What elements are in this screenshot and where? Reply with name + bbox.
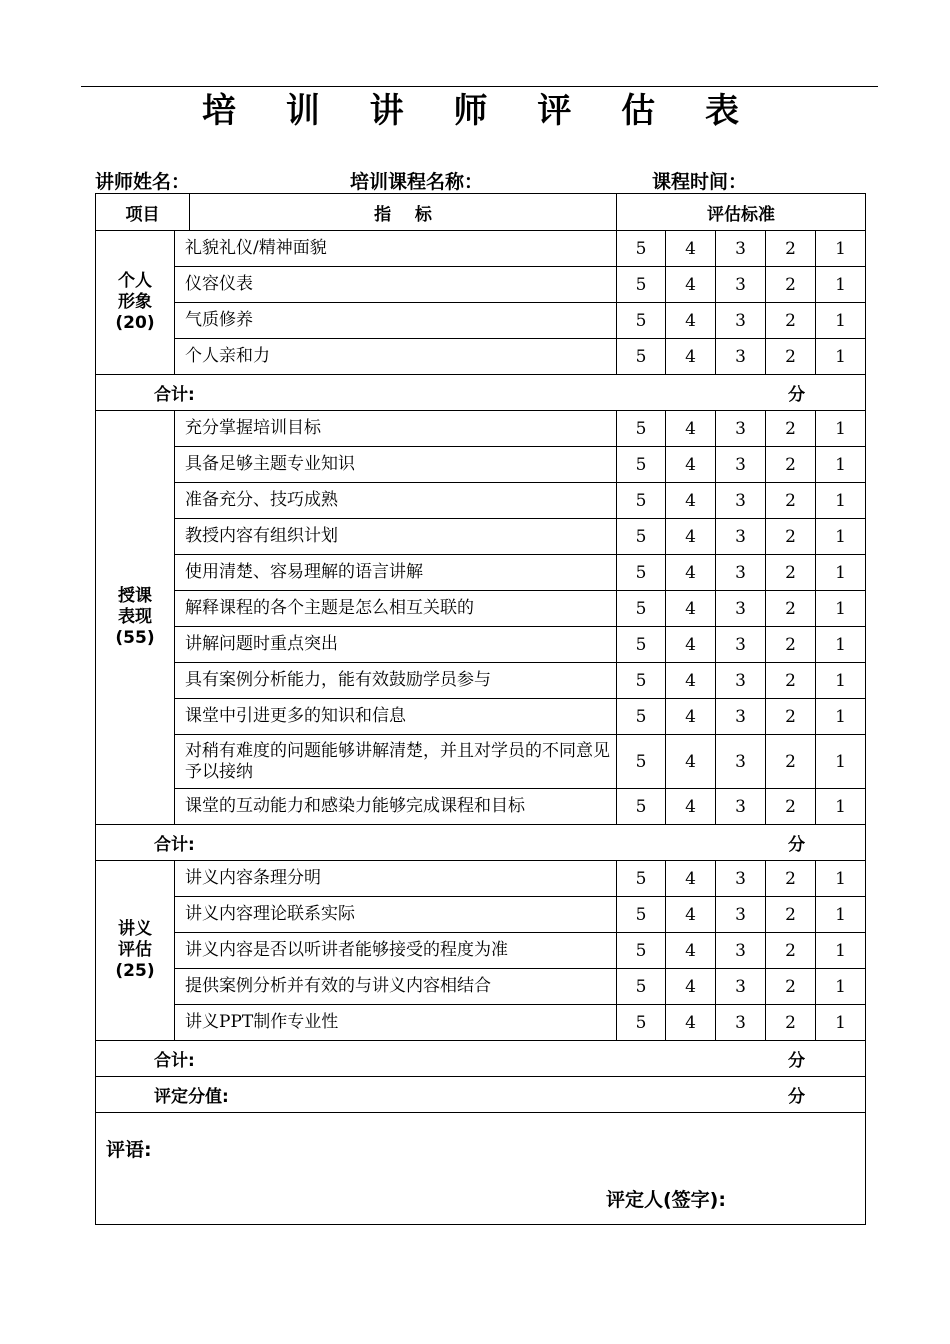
score-option[interactable]: 2 [766, 735, 816, 789]
score-option[interactable]: 2 [766, 483, 816, 519]
score-option[interactable]: 4 [666, 897, 716, 933]
score-option[interactable]: 1 [816, 591, 866, 627]
score-option[interactable]: 1 [816, 789, 866, 825]
top-rule [81, 86, 878, 87]
table-row [96, 555, 866, 591]
score-option[interactable]: 3 [716, 447, 766, 483]
indicator-cell: 讲义内容理论联系实际 [175, 897, 617, 933]
table-row [96, 861, 866, 897]
score-option[interactable]: 1 [816, 897, 866, 933]
category-label: 授课 [118, 586, 152, 606]
indicator-cell: 具备足够主题专业知识 [175, 447, 617, 483]
indicator-cell: 教授内容有组织计划 [175, 519, 617, 555]
score-option[interactable]: 5 [617, 933, 666, 969]
score-option[interactable]: 1 [816, 231, 866, 267]
score-option[interactable]: 3 [716, 411, 766, 447]
score-option[interactable]: 5 [617, 789, 666, 825]
subtotal-unit: 分 [617, 375, 866, 411]
score-option[interactable]: 1 [816, 735, 866, 789]
score-option[interactable]: 5 [617, 969, 666, 1005]
indicator-cell: 讲义内容条理分明 [175, 861, 617, 897]
score-option[interactable]: 3 [716, 339, 766, 375]
category-cell [96, 411, 175, 825]
indicator-cell: 讲义PPT制作专业性 [175, 1005, 617, 1041]
score-option[interactable]: 1 [816, 303, 866, 339]
category-label: (25) [115, 961, 155, 981]
subtotal-row [96, 375, 866, 411]
score-option[interactable]: 3 [716, 699, 766, 735]
indicator-cell: 课堂的互动能力和感染力能够完成课程和目标 [175, 789, 617, 825]
table-row [96, 231, 866, 267]
score-option[interactable]: 3 [716, 519, 766, 555]
score-option[interactable]: 4 [666, 627, 716, 663]
category-label: 表现 [118, 607, 152, 627]
score-option[interactable]: 5 [617, 861, 666, 897]
score-option[interactable]: 5 [617, 663, 666, 699]
score-option[interactable]: 1 [816, 663, 866, 699]
lecturer-name-label: 讲师姓名： [95, 171, 191, 193]
score-option[interactable]: 2 [766, 411, 816, 447]
table-row [96, 699, 866, 735]
score-option[interactable]: 3 [716, 735, 766, 789]
score-option[interactable]: 1 [816, 483, 866, 519]
table-row [96, 789, 866, 825]
score-option[interactable]: 1 [816, 411, 866, 447]
score-option[interactable]: 5 [617, 1005, 666, 1041]
category-label: (55) [115, 628, 155, 648]
score-option[interactable]: 3 [716, 861, 766, 897]
score-option[interactable]: 2 [766, 519, 816, 555]
score-option[interactable]: 1 [816, 933, 866, 969]
table-row [96, 969, 866, 1005]
score-option[interactable]: 2 [766, 591, 816, 627]
indicator-cell: 提供案例分析并有效的与讲义内容相结合 [175, 969, 617, 1005]
score-option[interactable]: 1 [816, 699, 866, 735]
table-row [96, 339, 866, 375]
score-option[interactable]: 5 [617, 231, 666, 267]
subtotal-label: 合计: [96, 825, 617, 861]
score-option[interactable]: 1 [816, 267, 866, 303]
indicator-cell: 对稍有难度的问题能够讲解清楚，并且对学员的不同意见予以接纳 [175, 735, 617, 789]
score-option[interactable]: 5 [617, 339, 666, 375]
comment-label: 评语: [106, 1139, 152, 1161]
table-row [96, 1005, 866, 1041]
score-option[interactable]: 5 [617, 483, 666, 519]
score-option[interactable]: 4 [666, 411, 716, 447]
course-time-label: 课程时间： [652, 171, 748, 193]
score-option[interactable]: 3 [716, 555, 766, 591]
score-option[interactable]: 2 [766, 969, 816, 1005]
score-option[interactable]: 3 [716, 231, 766, 267]
score-option[interactable]: 3 [716, 303, 766, 339]
category-label: 讲义 [118, 919, 152, 939]
indicator-cell: 气质修养 [175, 303, 617, 339]
score-option[interactable]: 4 [666, 1005, 716, 1041]
score-option[interactable]: 5 [617, 519, 666, 555]
header-indicator: 指 标 [190, 194, 617, 231]
table-row [96, 267, 866, 303]
subtotal-row [96, 825, 866, 861]
table-row [96, 897, 866, 933]
table-row [96, 447, 866, 483]
category-label: 评估 [118, 940, 152, 960]
indicator-cell: 解释课程的各个主题是怎么相互关联的 [175, 591, 617, 627]
score-option[interactable]: 2 [766, 897, 816, 933]
score-option[interactable]: 5 [617, 267, 666, 303]
score-option[interactable]: 3 [716, 897, 766, 933]
score-option[interactable]: 2 [766, 1005, 816, 1041]
table-row [96, 627, 866, 663]
indicator-cell: 讲义内容是否以听讲者能够接受的程度为准 [175, 933, 617, 969]
score-option[interactable]: 4 [666, 339, 716, 375]
score-option[interactable]: 3 [716, 933, 766, 969]
score-option[interactable]: 2 [766, 339, 816, 375]
rating-row [96, 1077, 866, 1113]
score-option[interactable]: 5 [617, 447, 666, 483]
table-row [96, 483, 866, 519]
indicator-cell: 充分掌握培训目标 [175, 411, 617, 447]
score-option[interactable]: 1 [816, 339, 866, 375]
indicator-cell: 使用清楚、容易理解的语言讲解 [175, 555, 617, 591]
score-option[interactable]: 3 [716, 1005, 766, 1041]
table-row [96, 735, 866, 789]
subtotal-label: 合计: [96, 375, 617, 411]
score-option[interactable]: 1 [816, 627, 866, 663]
category-label: 形象 [118, 292, 152, 312]
score-option[interactable]: 2 [766, 861, 816, 897]
score-option[interactable]: 5 [617, 735, 666, 789]
subtotal-unit: 分 [617, 825, 866, 861]
indicator-cell: 准备充分、技巧成熟 [175, 483, 617, 519]
score-option[interactable]: 4 [666, 663, 716, 699]
category-label: 个人 [118, 271, 152, 291]
indicator-cell: 仪容仪表 [175, 267, 617, 303]
score-option[interactable]: 2 [766, 789, 816, 825]
score-option[interactable]: 3 [716, 627, 766, 663]
score-option[interactable]: 5 [617, 591, 666, 627]
table-row [96, 519, 866, 555]
indicator-cell: 讲解问题时重点突出 [175, 627, 617, 663]
score-option[interactable]: 2 [766, 231, 816, 267]
header-standard: 评估标准 [617, 194, 866, 231]
score-option[interactable]: 1 [816, 969, 866, 1005]
score-option[interactable]: 4 [666, 231, 716, 267]
score-option[interactable]: 1 [816, 519, 866, 555]
table-row [96, 663, 866, 699]
score-option[interactable]: 4 [666, 267, 716, 303]
category-cell [96, 861, 175, 1041]
rating-unit: 分 [617, 1077, 866, 1113]
score-option[interactable]: 2 [766, 267, 816, 303]
score-option[interactable]: 3 [716, 591, 766, 627]
table-row [96, 591, 866, 627]
indicator-cell: 个人亲和力 [175, 339, 617, 375]
score-option[interactable]: 3 [716, 969, 766, 1005]
score-option[interactable]: 4 [666, 519, 716, 555]
score-option[interactable]: 1 [816, 555, 866, 591]
score-option[interactable]: 4 [666, 699, 716, 735]
score-option[interactable]: 2 [766, 663, 816, 699]
indicator-cell: 礼貌礼仪/精神面貌 [175, 231, 617, 267]
table-row [96, 411, 866, 447]
indicator-cell: 课堂中引进更多的知识和信息 [175, 699, 617, 735]
score-option[interactable]: 2 [766, 447, 816, 483]
score-option[interactable]: 1 [816, 861, 866, 897]
score-option[interactable]: 5 [617, 627, 666, 663]
score-option[interactable]: 4 [666, 303, 716, 339]
score-option[interactable]: 5 [617, 411, 666, 447]
score-option[interactable]: 4 [666, 591, 716, 627]
score-option[interactable]: 4 [666, 861, 716, 897]
score-option[interactable]: 4 [666, 933, 716, 969]
score-option[interactable]: 4 [666, 447, 716, 483]
comment-area[interactable] [96, 1113, 866, 1225]
page-title: 培 训 讲 师 评 估 表 [201, 91, 759, 131]
header-row [96, 194, 866, 231]
score-option[interactable]: 5 [617, 897, 666, 933]
score-option[interactable]: 4 [666, 483, 716, 519]
score-option[interactable]: 4 [666, 789, 716, 825]
score-option[interactable]: 3 [716, 483, 766, 519]
subtotal-unit: 分 [617, 1041, 866, 1077]
score-option[interactable]: 2 [766, 303, 816, 339]
score-option[interactable]: 3 [716, 267, 766, 303]
score-option[interactable]: 3 [716, 663, 766, 699]
rating-label: 评定分值: [96, 1077, 617, 1113]
score-option[interactable]: 2 [766, 627, 816, 663]
comment-row [96, 1113, 866, 1225]
score-option[interactable]: 2 [766, 555, 816, 591]
score-option[interactable]: 5 [617, 555, 666, 591]
header-item: 项目 [96, 194, 190, 231]
subtotal-label: 合计: [96, 1041, 617, 1077]
subtotal-row [96, 1041, 866, 1077]
course-name-label: 培训课程名称： [350, 171, 484, 193]
score-option[interactable]: 4 [666, 735, 716, 789]
score-option[interactable]: 4 [666, 969, 716, 1005]
table-row [96, 303, 866, 339]
score-option[interactable]: 4 [666, 555, 716, 591]
table-row [96, 933, 866, 969]
score-option[interactable]: 2 [766, 933, 816, 969]
signature-label: 评定人(签字): [606, 1189, 726, 1211]
score-option[interactable]: 3 [716, 789, 766, 825]
score-option[interactable]: 1 [816, 1005, 866, 1041]
category-label: (20) [115, 313, 155, 333]
indicator-cell: 具有案例分析能力，能有效鼓励学员参与 [175, 663, 617, 699]
score-option[interactable]: 5 [617, 303, 666, 339]
category-cell [96, 231, 175, 375]
score-option[interactable]: 1 [816, 447, 866, 483]
score-option[interactable]: 2 [766, 699, 816, 735]
evaluation-table [95, 193, 866, 1225]
score-option[interactable]: 5 [617, 699, 666, 735]
